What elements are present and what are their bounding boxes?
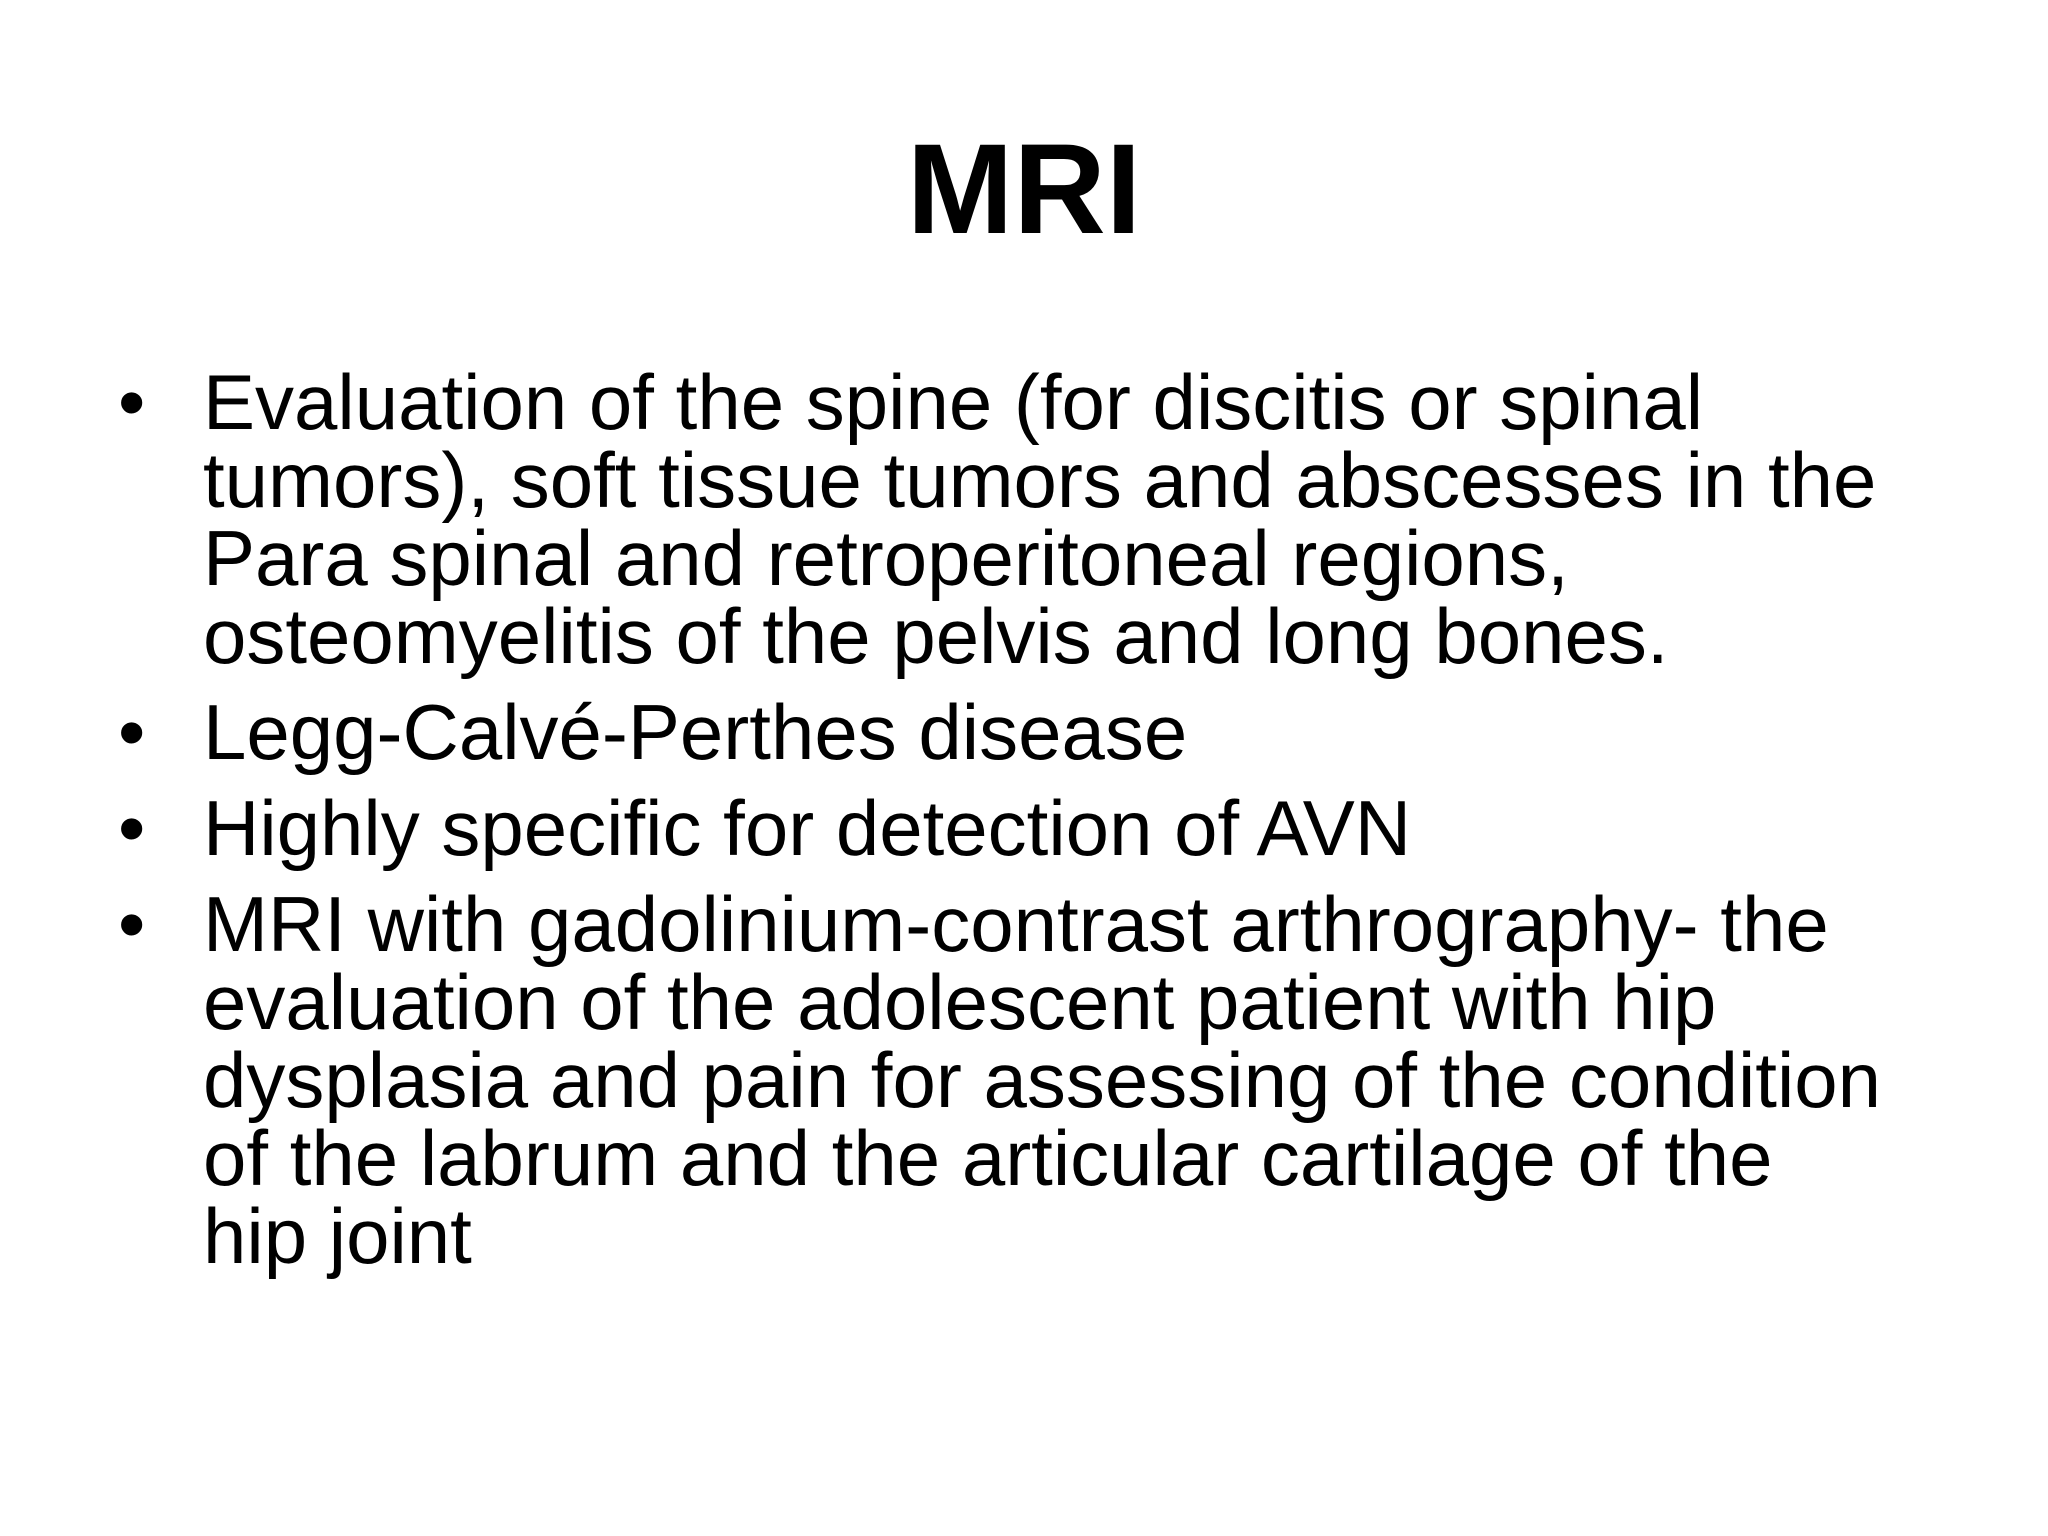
- bullet-marker: •: [118, 358, 146, 446]
- bullet-item-legg-calve-perthes: [118, 688, 1978, 776]
- slide-title: MRI: [906, 118, 1142, 261]
- bullet-line: MRI with gadolinium-contrast arthrography- the: [203, 880, 1829, 968]
- bullet-marker: •: [118, 784, 146, 872]
- bullet-marker: •: [118, 688, 146, 776]
- bullet-marker: •: [118, 880, 146, 968]
- bullet-line: tumors), soft tissue tumors and abscesses in the: [203, 436, 1877, 524]
- bullet-line: hip joint: [203, 1192, 472, 1280]
- bullet-line: Evaluation of the spine (for discitis or spinal: [203, 358, 1704, 446]
- bullet-line: Para spinal and retroperitoneal regions,: [203, 514, 1569, 602]
- bullet-item-spine-evaluation: [118, 358, 1978, 680]
- bullet-item-avn-detection: [118, 784, 1978, 872]
- bullet-line: Highly specific for detection of AVN: [203, 784, 1412, 872]
- bullet-item-mri-arthrography: [118, 880, 1978, 1280]
- bullet-line: osteomyelitis of the pelvis and long bones.: [203, 592, 1669, 680]
- bullet-line: evaluation of the adolescent patient with hip: [203, 958, 1717, 1046]
- bullet-line: of the labrum and the articular cartilage of the: [203, 1114, 1773, 1202]
- bullet-line: Legg-Calvé-Perthes disease: [203, 688, 1188, 776]
- bullet-line: dysplasia and pain for assessing of the condition: [203, 1036, 1882, 1124]
- bullet-list: [118, 358, 1978, 1293]
